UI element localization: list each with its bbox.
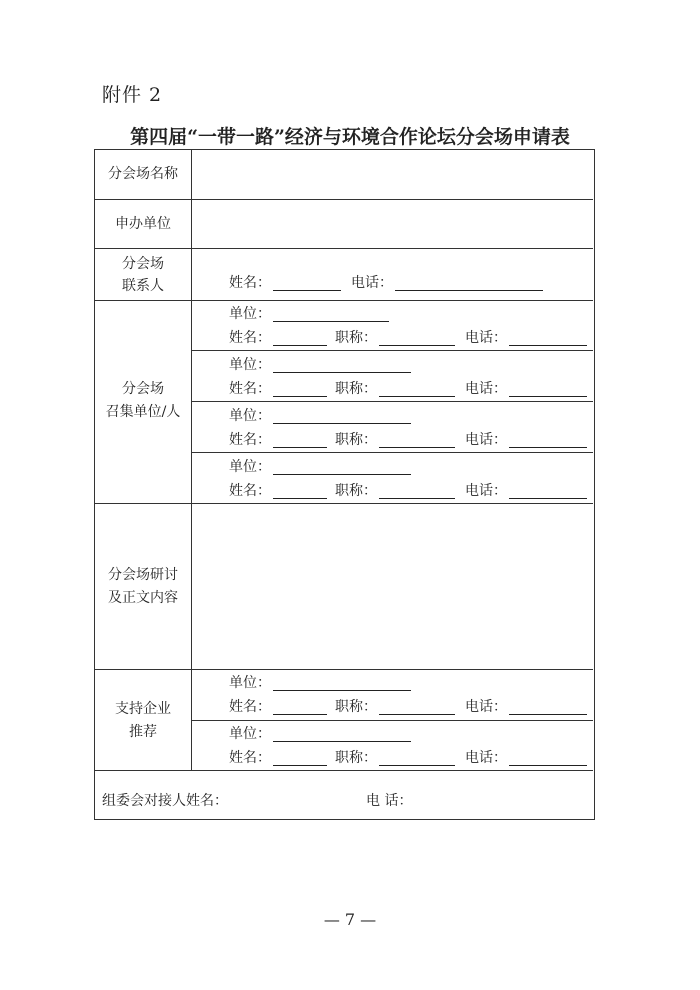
sponsor-unit-label: 单位： <box>229 675 271 691</box>
host-unit-label: 申办单位 <box>115 216 171 232</box>
convener-unit-field[interactable] <box>273 474 411 475</box>
sponsor-name-label: 姓名： <box>229 750 271 766</box>
convener-title-label: 职称： <box>335 330 377 346</box>
convener-unit-field[interactable] <box>273 372 411 373</box>
sponsor-phone-field[interactable] <box>509 714 587 715</box>
content-label-line2: 及正文内容 <box>108 590 178 606</box>
contact-phone-label: 电话： <box>351 275 393 291</box>
sponsor-phone-label: 电话： <box>465 750 507 766</box>
row-divider <box>191 720 593 721</box>
liaison-phone-label: 电 话： <box>366 793 413 809</box>
venue-name-field[interactable] <box>192 150 593 199</box>
convener-name-label: 姓名： <box>229 381 271 397</box>
row-divider <box>95 248 593 249</box>
convener-unit-label: 单位： <box>229 459 271 475</box>
convener-name-label: 姓名： <box>229 330 271 346</box>
convener-title-field[interactable] <box>379 396 455 397</box>
convener-title-field[interactable] <box>379 498 455 499</box>
sponsor-label-line1: 支持企业 <box>115 701 171 717</box>
convener-title-label: 职称： <box>335 432 377 448</box>
convener-unit-label: 单位： <box>229 306 271 322</box>
convener-name-field[interactable] <box>273 396 327 397</box>
contact-name-label: 姓名： <box>229 275 271 291</box>
convener-phone-label: 电话： <box>465 381 507 397</box>
convener-name-field[interactable] <box>273 498 327 499</box>
page-number: — 7 — <box>323 910 377 929</box>
sponsor-name-label: 姓名： <box>229 699 271 715</box>
convener-phone-field[interactable] <box>509 396 587 397</box>
convener-phone-field[interactable] <box>509 345 587 346</box>
annex-label: 附件 2 <box>102 84 163 106</box>
content-label-line1: 分会场研讨 <box>108 567 178 583</box>
contact-label-line2: 联系人 <box>122 278 164 294</box>
sponsor-title-field[interactable] <box>379 714 455 715</box>
host-unit-field[interactable] <box>192 200 593 248</box>
convener-name-field[interactable] <box>273 345 327 346</box>
sponsor-title-field[interactable] <box>379 765 455 766</box>
convener-title-field[interactable] <box>379 345 455 346</box>
row-divider <box>191 350 593 351</box>
convener-label-line2: 召集单位/人 <box>105 404 181 420</box>
sponsor-phone-label: 电话： <box>465 699 507 715</box>
row-divider <box>191 452 593 453</box>
sponsor-title-label: 职称： <box>335 750 377 766</box>
row-divider <box>191 401 593 402</box>
sponsor-phone-field[interactable] <box>509 765 587 766</box>
sponsor-unit-field[interactable] <box>273 690 411 691</box>
convener-title-label: 职称： <box>335 381 377 397</box>
venue-name-label: 分会场名称 <box>108 166 178 182</box>
row-divider <box>95 300 593 301</box>
content-field[interactable] <box>192 504 593 669</box>
convener-phone-label: 电话： <box>465 432 507 448</box>
sponsor-name-field[interactable] <box>273 714 327 715</box>
convener-phone-label: 电话： <box>465 483 507 499</box>
row-divider <box>95 669 593 670</box>
convener-name-label: 姓名： <box>229 483 271 499</box>
form-title: 第四届“一带一路”经济与环境合作论坛分会场申请表 <box>130 126 570 148</box>
sponsor-unit-label: 单位： <box>229 726 271 742</box>
contact-phone-field[interactable] <box>395 290 543 291</box>
convener-unit-label: 单位： <box>229 408 271 424</box>
convener-title-label: 职称： <box>335 483 377 499</box>
convener-unit-label: 单位： <box>229 357 271 373</box>
application-form <box>94 149 595 820</box>
contact-name-field[interactable] <box>273 290 341 291</box>
convener-unit-field[interactable] <box>273 423 411 424</box>
liaison-name-label: 组委会对接人姓名： <box>102 793 228 809</box>
convener-phone-label: 电话： <box>465 330 507 346</box>
convener-unit-field[interactable] <box>273 321 389 322</box>
convener-phone-field[interactable] <box>509 498 587 499</box>
convener-title-field[interactable] <box>379 447 455 448</box>
sponsor-unit-field[interactable] <box>273 741 411 742</box>
sponsor-title-label: 职称： <box>335 699 377 715</box>
row-divider <box>95 770 593 771</box>
convener-name-label: 姓名： <box>229 432 271 448</box>
convener-label-line1: 分会场 <box>122 381 164 397</box>
contact-label-line1: 分会场 <box>122 256 164 272</box>
sponsor-label-line2: 推荐 <box>129 724 157 740</box>
convener-name-field[interactable] <box>273 447 327 448</box>
sponsor-name-field[interactable] <box>273 765 327 766</box>
convener-phone-field[interactable] <box>509 447 587 448</box>
